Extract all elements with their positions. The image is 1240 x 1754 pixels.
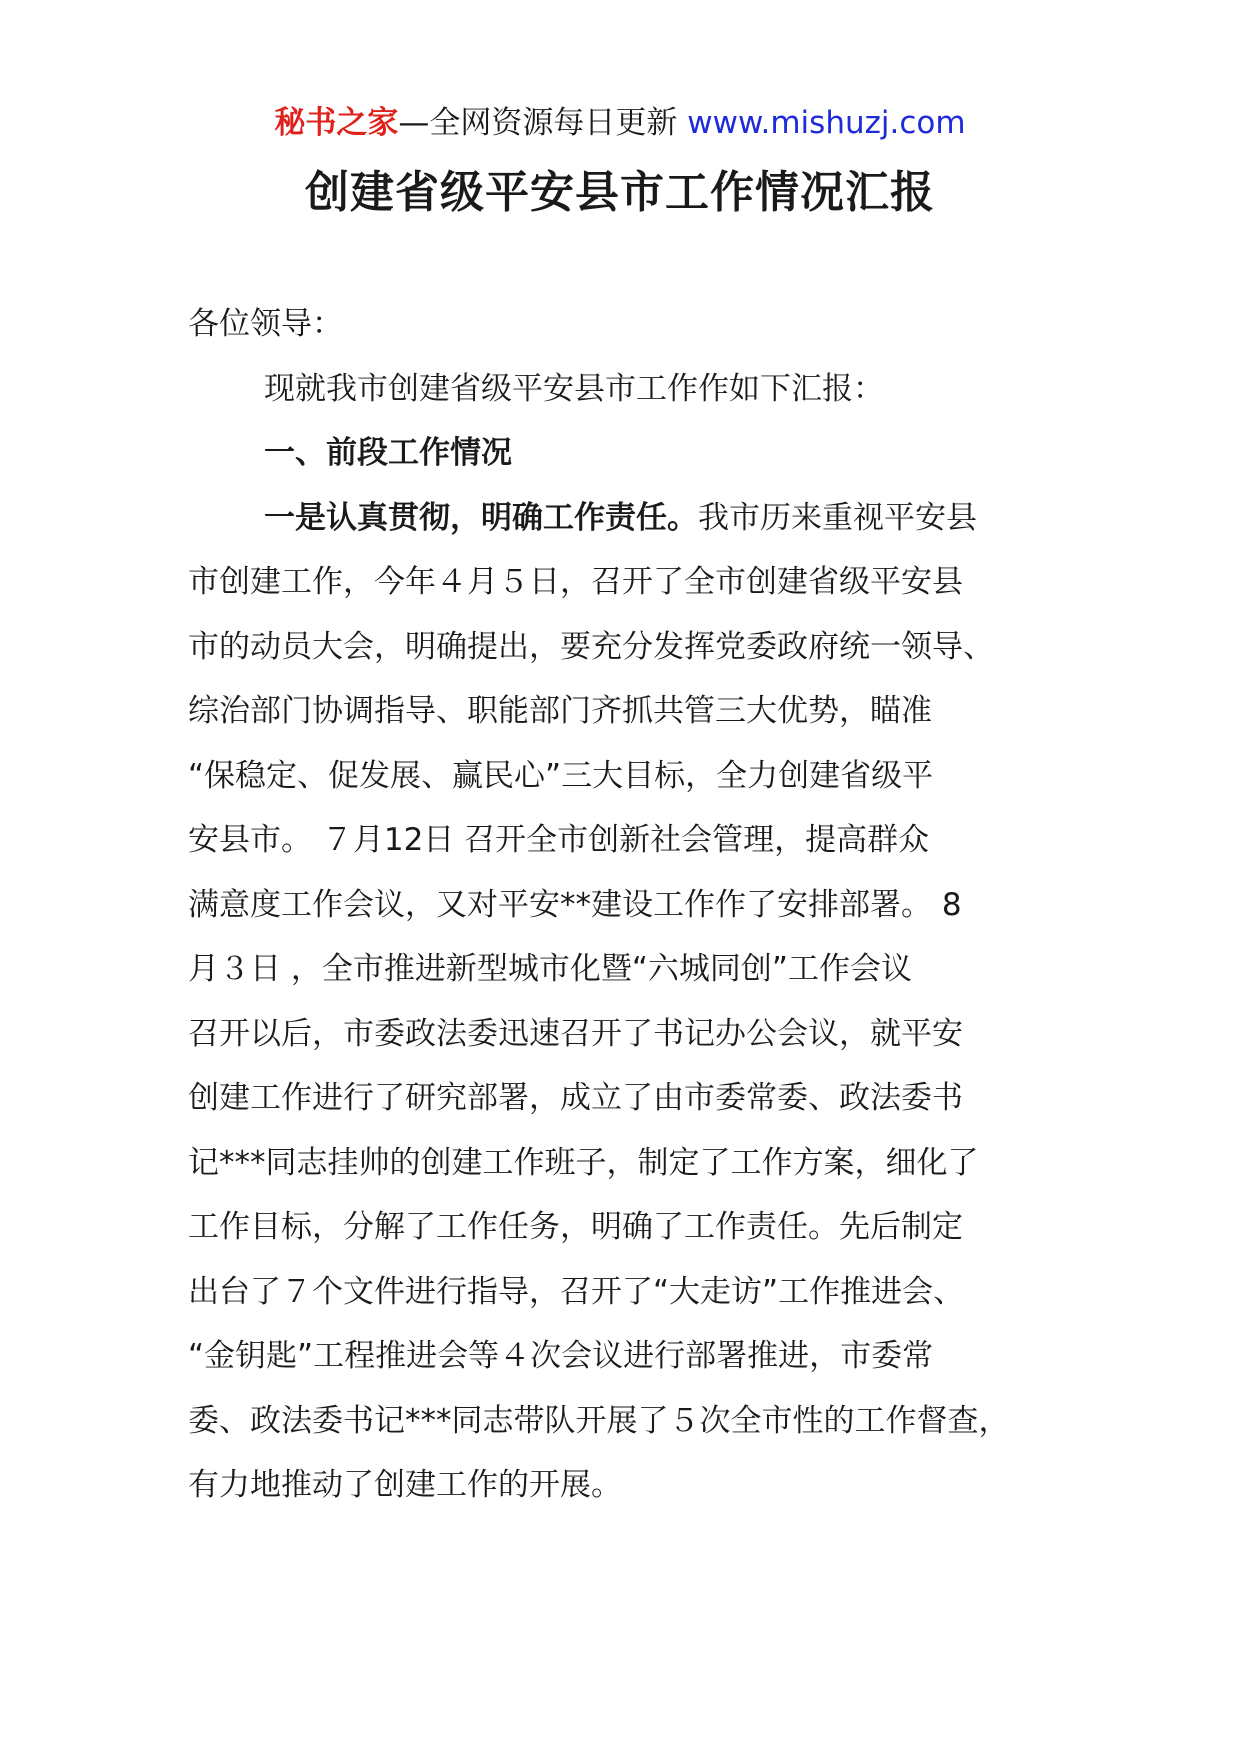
paragraph-line: 月３日 ，全市推进新型城市化暨“六城同创”工作会议 <box>188 951 912 987</box>
intro-paragraph: 现就我市创建省级平安县市工作作如下汇报： <box>264 370 884 407</box>
paragraph-line: 安县市。 ７月12日 召开全市创新社会管理，提高群众 <box>188 822 930 858</box>
section-heading: 一、前段工作情况 <box>264 435 512 471</box>
paragraph-line: 市创建工作，今年４月５日，召开了全市创建省级平安县 <box>188 564 963 600</box>
document-body <box>188 292 1068 1518</box>
paragraph-line: “金钥匙”工程推进会等４次会议进行部署推进，市委常 <box>188 1338 934 1374</box>
paragraph-line <box>188 486 1068 551</box>
paragraph-line: 委、政法委书记***同志带队开展了５次全市性的工作督查， <box>188 1402 1010 1439</box>
paragraph-line: 市的动员大会，明确提出，要充分发挥党委政府统一领导、 <box>188 628 994 665</box>
banner-slogan: —全网资源每日更新 <box>398 105 688 141</box>
paragraph-line: 召开以后，市委政法委迅速召开了书记办公会议，就平安 <box>188 1015 963 1052</box>
paragraph-line: 出台了７个文件进行指导，召开了“大走访”工作推进会、 <box>188 1273 965 1310</box>
paragraph-text: 我市历来重视平安县 <box>698 499 977 536</box>
site-url-link[interactable]: www.mishuzj.com <box>687 105 966 141</box>
document-title: 创建省级平安县市工作情况汇报 <box>305 167 935 218</box>
site-banner <box>0 100 1240 146</box>
paragraph-line: 记***同志挂帅的创建工作班子，制定了工作方案，细化了 <box>188 1144 979 1181</box>
paragraph-line: 创建工作进行了研究部署，成立了由市委常委、政法委书 <box>188 1080 963 1116</box>
paragraph-line: 工作目标，分解了工作任务，明确了工作责任。先后制定 <box>188 1209 963 1245</box>
paragraph-line: 综治部门协调指导、职能部门齐抓共管三大优势，瞄准 <box>188 693 932 729</box>
brand-name: 秘书之家 <box>274 105 399 141</box>
paragraph-line: 满意度工作会议，又对平安**建设工作作了安排部署。 8 <box>188 886 962 923</box>
salutation: 各位领导： <box>188 306 343 342</box>
paragraph-line: 有力地推动了创建工作的开展。 <box>188 1467 622 1503</box>
paragraph-lead: 一是认真贯彻，明确工作责任。 <box>264 499 698 536</box>
paragraph-line: “保稳定、促发展、赢民心”三大目标，全力创建省级平 <box>188 757 934 794</box>
